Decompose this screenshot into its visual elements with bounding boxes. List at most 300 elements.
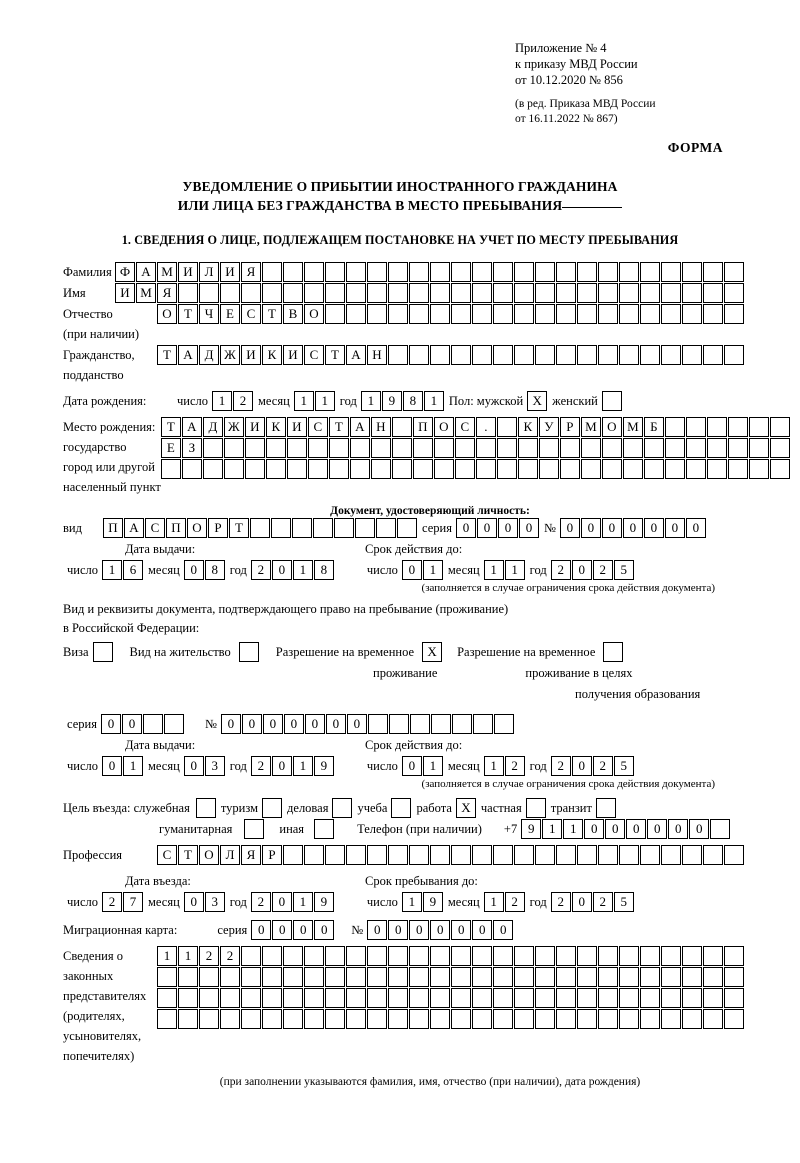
form-cell[interactable]: Я [241,262,261,282]
form-cell[interactable] [703,967,723,987]
form-cell[interactable] [556,262,576,282]
form-cell[interactable] [304,262,324,282]
form-cell[interactable]: Т [178,845,198,865]
form-cell[interactable] [472,304,492,324]
form-cell[interactable] [770,417,790,437]
form-cell[interactable]: С [157,845,177,865]
form-cell[interactable]: 2 [233,391,253,411]
form-cell[interactable] [472,283,492,303]
form-cell[interactable]: 0 [560,518,580,538]
form-cell[interactable]: 1 [402,892,422,912]
form-cell[interactable]: 1 [294,391,314,411]
form-cell[interactable]: 0 [367,920,387,940]
form-cell[interactable] [514,262,534,282]
form-cell[interactable] [619,345,639,365]
form-cell[interactable] [434,438,454,458]
form-cell[interactable] [182,459,202,479]
sex-female-checkbox[interactable] [602,391,623,411]
form-cell[interactable] [728,438,748,458]
form-cell[interactable]: Я [241,845,261,865]
form-cell[interactable] [241,283,261,303]
form-cell[interactable] [325,946,345,966]
form-cell[interactable] [355,518,375,538]
form-cell[interactable] [494,714,514,734]
form-cell[interactable]: 1 [361,391,381,411]
form-cell[interactable]: 0 [409,920,429,940]
form-cell[interactable] [472,845,492,865]
form-cell[interactable] [493,345,513,365]
form-cell[interactable]: И [178,262,198,282]
form-cell[interactable] [661,283,681,303]
form-cell[interactable] [93,642,113,662]
form-cell[interactable] [493,304,513,324]
form-cell[interactable]: Ж [220,345,240,365]
form-cell[interactable]: 0 [272,892,292,912]
form-cell[interactable]: А [136,262,156,282]
form-cell[interactable]: М [581,417,601,437]
form-cell[interactable] [388,946,408,966]
form-cell[interactable] [392,438,412,458]
form-cell[interactable]: 1 [212,391,232,411]
form-cell[interactable] [728,417,748,437]
form-cell[interactable]: 6 [123,560,143,580]
form-cell[interactable]: 5 [614,560,634,580]
form-cell[interactable] [602,459,622,479]
form-cell[interactable] [703,262,723,282]
doc-number-input[interactable] [560,518,707,538]
form-cell[interactable] [686,459,706,479]
form-cell[interactable] [430,946,450,966]
form-cell[interactable] [598,845,618,865]
form-cell[interactable]: 0 [305,714,325,734]
form-cell[interactable] [451,845,471,865]
form-cell[interactable] [164,714,184,734]
form-cell[interactable] [710,819,730,839]
form-cell[interactable]: 0 [101,714,121,734]
form-cell[interactable] [430,967,450,987]
form-cell[interactable] [518,438,538,458]
form-cell[interactable] [220,1009,240,1029]
legal-rep-input-row-4[interactable] [157,1009,745,1029]
name-input[interactable] [115,283,745,303]
form-cell[interactable]: 9 [314,892,334,912]
form-cell[interactable] [493,262,513,282]
form-cell[interactable]: И [241,345,261,365]
form-cell[interactable] [640,845,660,865]
doc-valid-month-input[interactable] [484,560,526,580]
form-cell[interactable] [283,845,303,865]
form-cell[interactable] [535,967,555,987]
form-cell[interactable] [262,967,282,987]
form-cell[interactable] [602,438,622,458]
purpose-humanitarian-checkbox[interactable] [244,819,265,839]
surname-input[interactable] [115,262,745,282]
form-cell[interactable]: В [283,304,303,324]
form-cell[interactable] [389,714,409,734]
form-cell[interactable]: 1 [293,756,313,776]
form-cell[interactable] [661,988,681,1008]
form-cell[interactable] [283,1009,303,1029]
form-cell[interactable]: М [623,417,643,437]
form-cell[interactable]: А [182,417,202,437]
form-cell[interactable] [640,988,660,1008]
form-cell[interactable]: 0 [251,920,271,940]
form-cell[interactable] [472,262,492,282]
form-cell[interactable] [430,262,450,282]
doc-valid-year-input[interactable] [551,560,635,580]
form-cell[interactable] [640,1009,660,1029]
form-cell[interactable] [220,988,240,1008]
patronymic-input[interactable] [157,304,745,324]
purpose-business-checkbox[interactable] [332,798,353,818]
form-cell[interactable] [178,1009,198,1029]
form-cell[interactable] [371,459,391,479]
form-cell[interactable]: 2 [593,560,613,580]
form-cell[interactable] [452,714,472,734]
form-cell[interactable] [535,845,555,865]
form-cell[interactable]: 3 [205,892,225,912]
form-cell[interactable]: 1 [157,946,177,966]
form-cell[interactable]: А [178,345,198,365]
form-cell[interactable]: 0 [572,892,592,912]
form-cell[interactable] [391,798,411,818]
form-cell[interactable] [451,967,471,987]
form-cell[interactable]: 0 [623,518,643,538]
form-cell[interactable] [262,798,282,818]
form-cell[interactable]: 0 [647,819,667,839]
form-cell[interactable]: 0 [272,560,292,580]
form-cell[interactable]: Л [220,845,240,865]
birth-place-input-row-2[interactable] [161,438,791,458]
form-cell[interactable]: С [304,345,324,365]
purpose-tourism-checkbox[interactable] [262,798,283,818]
form-cell[interactable]: Е [220,304,240,324]
form-cell[interactable] [703,304,723,324]
form-cell[interactable]: 2 [505,892,525,912]
form-cell[interactable] [224,459,244,479]
form-cell[interactable]: 1 [484,756,504,776]
form-cell[interactable] [203,438,223,458]
form-cell[interactable] [728,459,748,479]
form-cell[interactable] [661,345,681,365]
form-cell[interactable]: 2 [220,946,240,966]
form-cell[interactable] [388,988,408,1008]
form-cell[interactable] [623,438,643,458]
phone-input[interactable] [521,819,731,839]
form-cell[interactable] [244,819,264,839]
form-cell[interactable] [703,283,723,303]
permit-issue-month-input[interactable] [184,756,226,776]
form-cell[interactable]: 1 [484,560,504,580]
form-cell[interactable]: И [287,417,307,437]
form-cell[interactable] [287,459,307,479]
form-cell[interactable]: Х [527,391,547,411]
form-cell[interactable]: 1 [505,560,525,580]
form-cell[interactable] [661,845,681,865]
form-cell[interactable] [329,438,349,458]
form-cell[interactable]: Т [229,518,249,538]
form-cell[interactable] [682,304,702,324]
form-cell[interactable] [388,304,408,324]
form-cell[interactable] [703,1009,723,1029]
purpose-study-checkbox[interactable] [391,798,412,818]
form-cell[interactable] [619,283,639,303]
form-cell[interactable] [682,946,702,966]
form-cell[interactable] [665,459,685,479]
form-cell[interactable] [473,714,493,734]
form-cell[interactable] [451,946,471,966]
form-cell[interactable]: П [103,518,123,538]
form-cell[interactable] [665,438,685,458]
form-cell[interactable]: 0 [472,920,492,940]
form-cell[interactable] [451,262,471,282]
form-cell[interactable]: Т [157,345,177,365]
form-cell[interactable] [514,988,534,1008]
form-cell[interactable] [388,262,408,282]
form-cell[interactable]: 0 [689,819,709,839]
form-cell[interactable]: 9 [314,756,334,776]
form-cell[interactable]: Е [161,438,181,458]
form-cell[interactable] [514,967,534,987]
form-cell[interactable]: 0 [184,892,204,912]
form-cell[interactable] [514,1009,534,1029]
form-cell[interactable] [749,438,769,458]
form-cell[interactable]: 0 [626,819,646,839]
form-cell[interactable] [262,262,282,282]
form-cell[interactable] [598,345,618,365]
form-cell[interactable] [262,283,282,303]
form-cell[interactable] [388,845,408,865]
visa-checkbox[interactable] [93,642,114,662]
form-cell[interactable]: 2 [251,892,271,912]
form-cell[interactable]: С [455,417,475,437]
form-cell[interactable] [346,304,366,324]
form-cell[interactable] [241,946,261,966]
form-cell[interactable]: 0 [402,560,422,580]
form-cell[interactable] [682,283,702,303]
form-cell[interactable] [283,988,303,1008]
form-cell[interactable] [304,988,324,1008]
form-cell[interactable] [619,845,639,865]
form-cell[interactable]: 2 [551,560,571,580]
form-cell[interactable] [514,946,534,966]
form-cell[interactable] [196,798,216,818]
doc-issue-day-input[interactable] [102,560,144,580]
permit-valid-month-input[interactable] [484,756,526,776]
form-cell[interactable]: Д [199,345,219,365]
form-cell[interactable]: 0 [272,920,292,940]
form-cell[interactable] [346,946,366,966]
form-cell[interactable]: 1 [484,892,504,912]
form-cell[interactable] [707,459,727,479]
form-cell[interactable]: О [304,304,324,324]
form-cell[interactable] [350,438,370,458]
form-cell[interactable]: И [245,417,265,437]
doc-type-input[interactable] [103,518,418,538]
form-cell[interactable]: 2 [102,892,122,912]
form-cell[interactable] [472,1009,492,1029]
form-cell[interactable] [409,1009,429,1029]
form-cell[interactable] [325,988,345,1008]
form-cell[interactable] [371,438,391,458]
form-cell[interactable]: М [136,283,156,303]
form-cell[interactable] [308,459,328,479]
form-cell[interactable] [577,345,597,365]
form-cell[interactable]: Р [262,845,282,865]
form-cell[interactable]: 0 [456,518,476,538]
form-cell[interactable] [161,459,181,479]
form-cell[interactable] [304,1009,324,1029]
form-cell[interactable] [431,714,451,734]
form-cell[interactable]: 8 [314,560,334,580]
form-cell[interactable] [661,967,681,987]
form-cell[interactable] [724,845,744,865]
form-cell[interactable] [623,459,643,479]
doc-series-input[interactable] [456,518,540,538]
form-cell[interactable]: И [220,262,240,282]
form-cell[interactable] [619,262,639,282]
form-cell[interactable] [577,262,597,282]
form-cell[interactable] [707,438,727,458]
form-cell[interactable]: 5 [614,756,634,776]
stay-year-input[interactable] [551,892,635,912]
form-cell[interactable]: Ч [199,304,219,324]
form-cell[interactable] [178,283,198,303]
form-cell[interactable] [770,438,790,458]
form-cell[interactable]: 1 [563,819,583,839]
form-cell[interactable]: 0 [122,714,142,734]
form-cell[interactable] [325,967,345,987]
form-cell[interactable]: 1 [542,819,562,839]
form-cell[interactable] [581,438,601,458]
form-cell[interactable] [556,283,576,303]
form-cell[interactable] [329,459,349,479]
form-cell[interactable]: У [539,417,559,437]
form-cell[interactable] [409,988,429,1008]
form-cell[interactable] [430,304,450,324]
form-cell[interactable] [682,262,702,282]
form-cell[interactable] [325,262,345,282]
doc-valid-day-input[interactable] [402,560,444,580]
form-cell[interactable] [682,967,702,987]
form-cell[interactable] [644,459,664,479]
form-cell[interactable] [157,988,177,1008]
form-cell[interactable] [577,845,597,865]
form-cell[interactable] [325,845,345,865]
form-cell[interactable]: 0 [184,756,204,776]
form-cell[interactable] [535,946,555,966]
legal-rep-input-row-3[interactable] [157,988,745,1008]
form-cell[interactable]: Х [456,798,476,818]
form-cell[interactable]: Л [199,262,219,282]
permit-issue-year-input[interactable] [251,756,335,776]
form-cell[interactable] [157,967,177,987]
form-cell[interactable]: 0 [602,518,622,538]
form-cell[interactable] [451,283,471,303]
form-cell[interactable] [598,988,618,1008]
form-cell[interactable] [661,1009,681,1029]
entry-day-input[interactable] [102,892,144,912]
form-cell[interactable] [388,345,408,365]
form-cell[interactable] [703,345,723,365]
form-cell[interactable]: 0 [581,518,601,538]
form-cell[interactable] [304,845,324,865]
permit-issue-day-input[interactable] [102,756,144,776]
form-cell[interactable]: Ж [224,417,244,437]
form-cell[interactable] [724,1009,744,1029]
form-cell[interactable] [239,642,259,662]
purpose-service-checkbox[interactable] [196,798,217,818]
form-cell[interactable] [686,417,706,437]
form-cell[interactable] [640,283,660,303]
form-cell[interactable] [661,304,681,324]
form-cell[interactable] [178,967,198,987]
form-cell[interactable]: 1 [424,391,444,411]
form-cell[interactable] [292,518,312,538]
form-cell[interactable]: 0 [519,518,539,538]
form-cell[interactable]: 0 [477,518,497,538]
form-cell[interactable] [598,967,618,987]
form-cell[interactable]: 1 [423,560,443,580]
birth-year-input[interactable] [361,391,445,411]
form-cell[interactable] [392,417,412,437]
form-cell[interactable] [518,459,538,479]
form-cell[interactable]: Т [262,304,282,324]
form-cell[interactable] [451,988,471,1008]
form-cell[interactable] [682,345,702,365]
form-cell[interactable] [724,283,744,303]
form-cell[interactable]: Р [208,518,228,538]
form-cell[interactable] [271,518,291,538]
form-cell[interactable] [262,1009,282,1029]
form-cell[interactable]: А [124,518,144,538]
form-cell[interactable] [603,642,623,662]
form-cell[interactable] [410,714,430,734]
form-cell[interactable] [514,283,534,303]
form-cell[interactable] [724,345,744,365]
form-cell[interactable] [497,438,517,458]
form-cell[interactable] [640,304,660,324]
form-cell[interactable] [350,459,370,479]
form-cell[interactable]: 0 [326,714,346,734]
form-cell[interactable]: 1 [102,560,122,580]
form-cell[interactable]: П [166,518,186,538]
form-cell[interactable] [577,967,597,987]
form-cell[interactable] [619,946,639,966]
form-cell[interactable] [703,845,723,865]
form-cell[interactable] [724,946,744,966]
form-cell[interactable]: К [266,417,286,437]
form-cell[interactable] [434,459,454,479]
form-cell[interactable]: 0 [263,714,283,734]
form-cell[interactable] [556,988,576,1008]
form-cell[interactable] [476,459,496,479]
form-cell[interactable] [682,845,702,865]
form-cell[interactable] [493,845,513,865]
form-cell[interactable] [367,262,387,282]
form-cell[interactable]: 0 [665,518,685,538]
form-cell[interactable] [493,946,513,966]
form-cell[interactable] [455,438,475,458]
stay-month-input[interactable] [484,892,526,912]
form-cell[interactable] [455,459,475,479]
form-cell[interactable] [266,459,286,479]
form-cell[interactable]: 0 [605,819,625,839]
form-cell[interactable] [640,967,660,987]
form-cell[interactable] [535,262,555,282]
form-cell[interactable]: И [283,345,303,365]
form-cell[interactable] [514,304,534,324]
